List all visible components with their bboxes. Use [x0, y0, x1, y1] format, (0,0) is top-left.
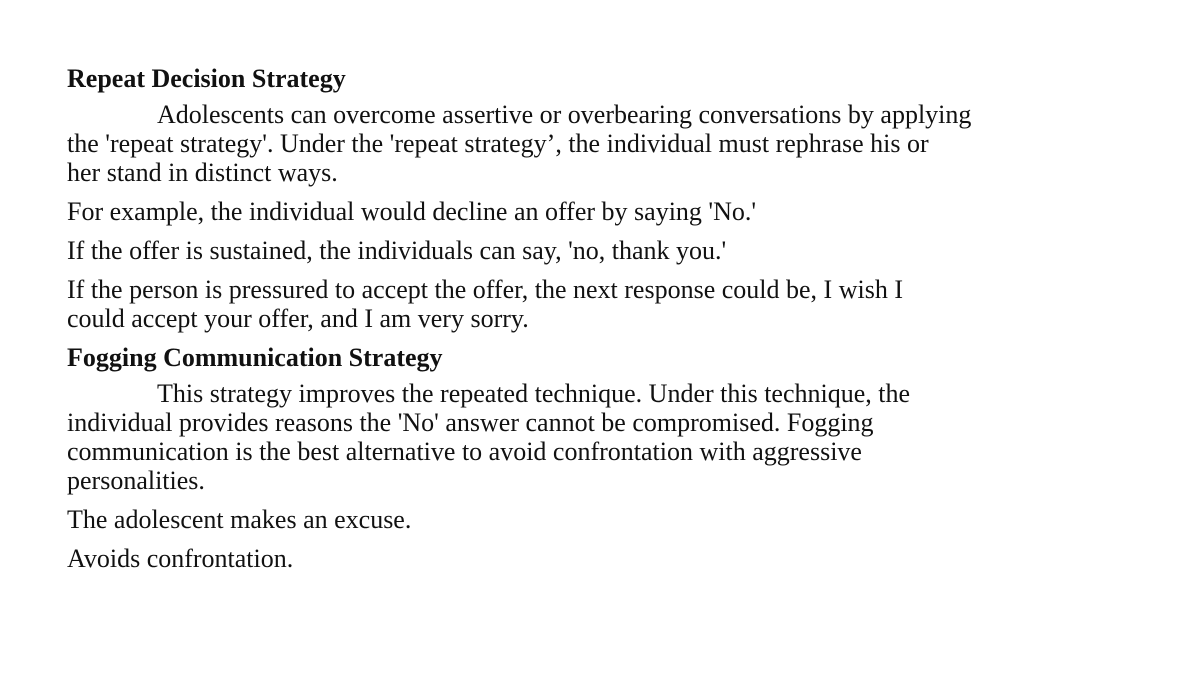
- document-page: [67, 64, 1147, 573]
- repeat-example-2: If the offer is sustained, the individuals can say, 'no, thank you.': [67, 236, 727, 265]
- repeat-example-1: For example, the individual would decline an offer by saying 'No.': [67, 197, 757, 226]
- repeat-strategy-intro: Adolescents can overcome assertive or overbearing conversations by applying the 'repeat strategy'. Under the 'repeat strategy’, the individual must rephrase his or her stand in distinct ways.: [67, 100, 972, 187]
- section-heading-fogging: Fogging Communication Strategy: [67, 343, 443, 372]
- fogging-point-2: Avoids confrontation.: [67, 544, 294, 573]
- fogging-strategy-intro: This strategy improves the repeated technique. Under this technique, the individual provides reasons the 'No' answer cannot be compromised. Fogging communication is the best alternative to avoid confrontation with aggressive personalities.: [67, 379, 911, 495]
- fogging-point-1: The adolescent makes an excuse.: [67, 505, 412, 534]
- repeat-example-3: If the person is pressured to accept the offer, the next response could be, I wish I could accept your offer, and I am very sorry.: [67, 275, 903, 333]
- section-heading-repeat-decision: Repeat Decision Strategy: [67, 64, 346, 93]
